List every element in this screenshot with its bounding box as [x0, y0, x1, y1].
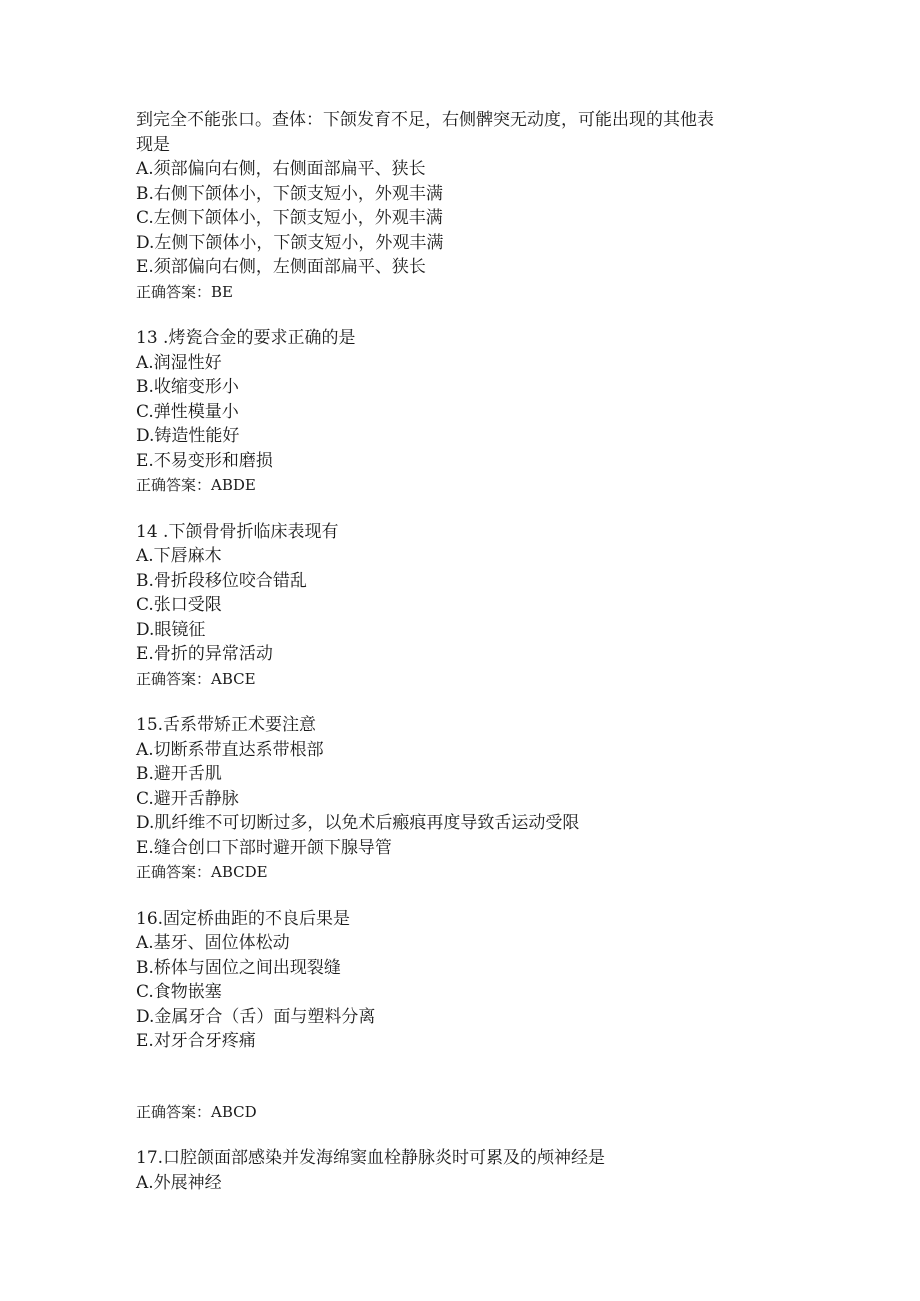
question-stem: 到完全不能张口。查体：下颌发育不足，右侧髀突无动度，可能出现的其他表: [136, 110, 714, 130]
question-stem: 14 .下颌骨骨折临床表现有: [136, 521, 339, 542]
option-c: C.弹性模量小: [136, 401, 239, 422]
option-e: E.对牙合牙疼痛: [136, 1031, 256, 1051]
question-stem: 13 .烤瓷合金的要求正确的是: [136, 328, 356, 348]
document-page: [136, 108, 836, 1195]
option-b: B.避开舌肌: [136, 764, 222, 784]
question-13: [136, 326, 836, 498]
option-a: A.外展神经: [136, 1172, 222, 1193]
correct-answer: 正确答案：ABCDE: [136, 863, 268, 881]
option-d: D.肌纤维不可切断过多，以免术后瘢痕再度导致舌运动受限: [136, 813, 580, 833]
question-stem: 17.口腔颌面部感染并发海绵窦血栓静脉炎时可累及的颅神经是: [136, 1148, 606, 1168]
option-b: B.右侧下颌体小，下颌支短小，外观丰满: [136, 183, 443, 204]
option-c: C.左侧下颌体小，下颌支短小，外观丰满: [136, 208, 443, 228]
correct-answer: 正确答案：BE: [136, 282, 233, 301]
option-c: C.避开舌静脉: [136, 788, 239, 809]
question-stem: 16.固定桥曲距的不良后果是: [136, 908, 351, 929]
option-a: A.基牙、固位体松动: [136, 933, 290, 953]
question-17: [136, 1146, 836, 1195]
correct-answer: 正确答案：ABCD: [136, 1102, 257, 1121]
question-12: [136, 108, 836, 304]
option-b: B.骨折段移位咬合错乱: [136, 570, 307, 591]
option-d: D.金属牙合（舌）面与塑料分离: [136, 1006, 376, 1027]
option-e: E.缝合创口下部时避开颌下腺导管: [136, 837, 392, 858]
option-e: E.须部偏向右侧，左侧面部扁平、狭长: [136, 257, 426, 277]
option-d: D.铸造性能好: [136, 426, 240, 446]
option-e: E.骨折的异常活动: [136, 644, 273, 664]
question-14: [136, 520, 836, 692]
option-d: D.眼镜征: [136, 619, 206, 640]
option-c: C.张口受限: [136, 595, 222, 615]
question-15: [136, 713, 836, 885]
option-c: C.食物嵌塞: [136, 982, 222, 1002]
option-a: A.切断系带直达系带根部: [136, 739, 324, 760]
option-d: D.左侧下颌体小，下颌支短小，外观丰满: [136, 232, 444, 253]
question-stem: 15.舌系带矫正术要注意: [136, 715, 317, 735]
option-a: A.下唇麻木: [136, 546, 222, 566]
correct-answer: 正确答案：ABDE: [136, 476, 256, 494]
option-a: A.须部偏向右侧，右侧面部扁平、狭长: [136, 159, 426, 179]
question-16: [136, 907, 836, 1125]
option-b: B.收缩变形小: [136, 377, 239, 397]
option-a: A.润湿性好: [136, 352, 222, 373]
question-stem: 现是: [136, 134, 170, 155]
option-b: B.桥体与固位之间出现裂缝: [136, 957, 341, 978]
correct-answer: 正确答案：ABCE: [136, 669, 256, 688]
option-e: E.不易变形和磨损: [136, 450, 273, 471]
